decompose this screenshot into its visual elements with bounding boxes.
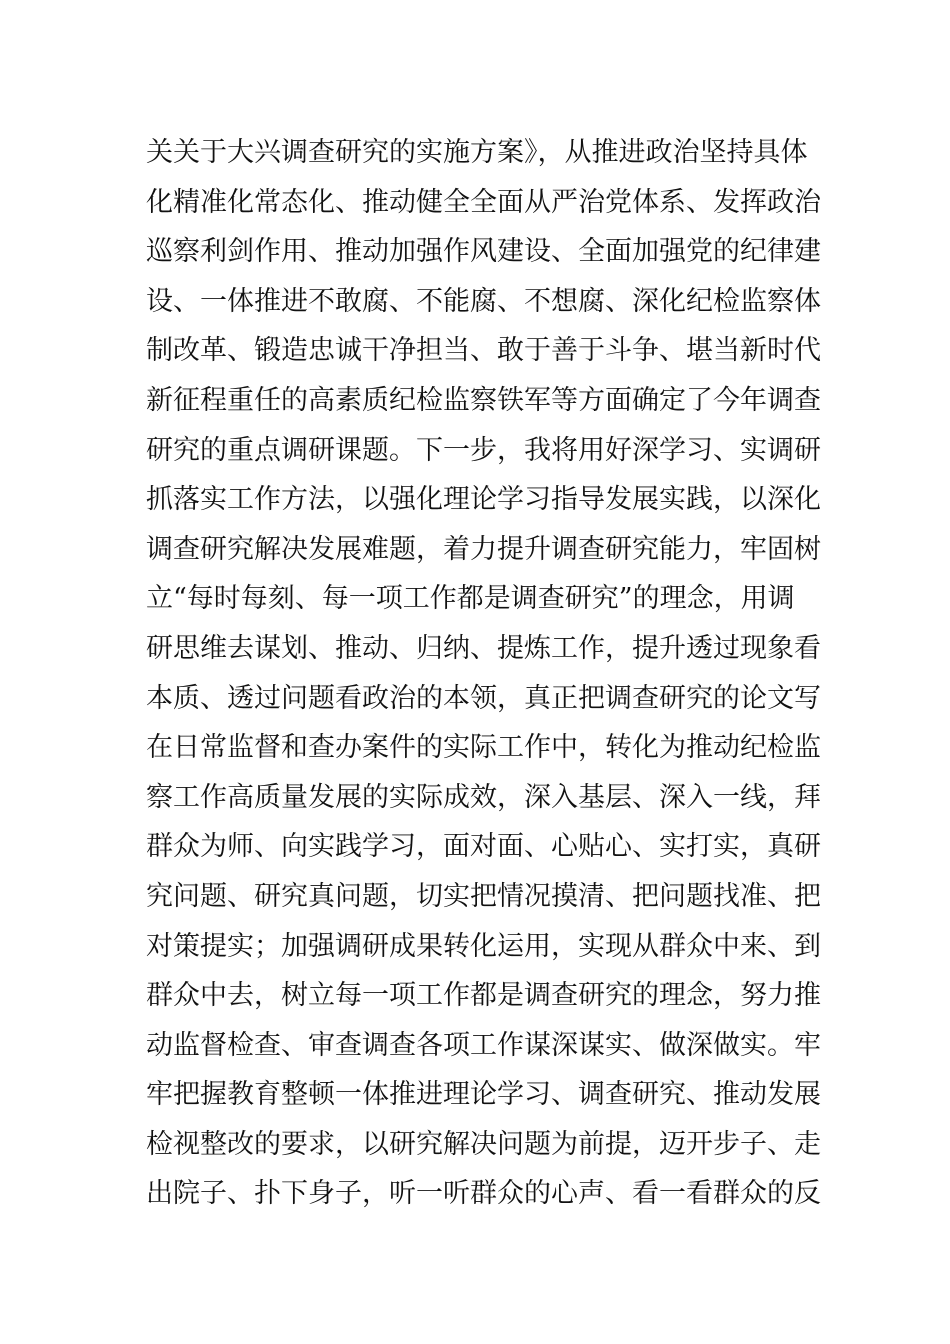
text-line: 群众中去，树立每一项工作都是调查研究的理念，努力推	[146, 980, 821, 1012]
body-paragraph	[146, 128, 826, 1219]
text-line: 调查研究解决发展难题，着力提升调查研究能力，牢固树	[146, 533, 821, 565]
text-line: 新征程重任的高素质纪检监察铁军等方面确定了今年调查	[146, 384, 821, 416]
text-line: 出院子、扑下身子，听一听群众的心声、看一看群众的反	[146, 1178, 821, 1210]
text-line: 关关于大兴调查研究的实施方案》，从推进政治坚持具体	[146, 137, 808, 168]
text-line: 究问题、研究真问题，切实把情况摸清、把问题找准、把	[146, 880, 821, 912]
text-line: 群众为师、向实践学习，面对面、心贴心、实打实，真研	[146, 831, 821, 863]
text-line: 制改革、锻造忠诚干净担当、敢于善于斗争、堪当新时代	[146, 335, 821, 367]
text-line: 研思维去谋划、推动、归纳、提炼工作，提升透过现象看	[146, 632, 821, 664]
text-line: 研究的重点调研课题。下一步，我将用好深学习、实调研	[146, 434, 821, 466]
text-line: 在日常监督和查办案件的实际工作中，转化为推动纪检监	[146, 732, 821, 764]
text-line: 立“每时每刻、每一项工作都是调查研究”的理念，用调	[146, 583, 795, 615]
text-line: 设、一体推进不敢腐、不能腐、不想腐、深化纪检监察体	[146, 285, 821, 317]
text-line: 牢把握教育整顿一体推进理论学习、调查研究、推动发展	[146, 1079, 821, 1111]
text-line: 化精准化常态化、推动健全全面从严治党体系、发挥政治	[146, 186, 821, 218]
text-line: 对策提实；加强调研成果转化运用，实现从群众中来、到	[146, 930, 821, 962]
text-line: 抓落实工作方法，以强化理论学习指导发展实践，以深化	[146, 484, 821, 516]
text-line: 本质、透过问题看政治的本领，真正把调查研究的论文写	[146, 682, 821, 714]
text-line: 检视整改的要求，以研究解决问题为前提，迈开步子、走	[146, 1128, 821, 1160]
text-line: 动监督检查、审查调查各项工作谋深谋实、做深做实。牢	[146, 1029, 821, 1061]
text-line: 察工作高质量发展的实际成效，深入基层、深入一线，拜	[146, 781, 821, 813]
text-line: 巡察利剑作用、推动加强作风建设、全面加强党的纪律建	[146, 236, 821, 268]
